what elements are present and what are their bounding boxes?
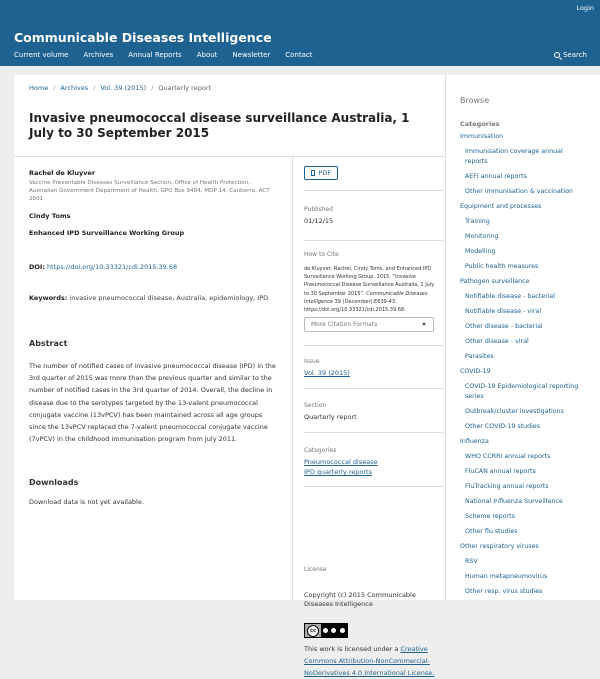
keywords <box>29 294 268 302</box>
downloads-heading: Downloads <box>29 478 79 487</box>
cc-license-badge[interactable] <box>304 623 348 638</box>
by-icon <box>323 628 328 633</box>
sidebar-subcategory[interactable]: Monitoring <box>465 233 499 240</box>
search-link[interactable] <box>554 51 587 59</box>
abstract-line: since the 13vPCV replaced the 7-valent pneumococcal conjugate vaccine <box>29 423 268 432</box>
sidebar-subcategory[interactable]: Notifiable disease - bacterial <box>465 293 556 300</box>
nav-current-volume[interactable]: Current volume <box>14 51 69 59</box>
divider <box>304 190 444 191</box>
sidebar-subcategory[interactable]: Other immunisation & vaccination <box>465 188 573 195</box>
abstract-line: conjugate vaccine (13vPCV) has been maintained across all age groups <box>29 410 263 419</box>
citation-line: to 30 September 2015”. Communicable Diseases <box>304 290 428 297</box>
site-title[interactable]: Communicable Diseases Intelligence <box>14 30 272 45</box>
abstract-line: number of notified cases in the 3rd quarter of 2014. Overall, the decline in <box>29 386 273 395</box>
author-name: Rachel de Kluyver <box>29 169 96 177</box>
chevron-down-icon <box>422 323 426 326</box>
doi-link[interactable]: https://doi.org/10.33321/cdi.2015.39.68 <box>47 263 178 271</box>
primary-nav <box>14 51 328 59</box>
keywords-label: Keywords: <box>29 294 68 302</box>
sidebar-subcategory[interactable]: series <box>465 393 484 400</box>
doi-label: DOI: <box>29 263 45 271</box>
citation-line: de Kluyver, Rachel, Cindy Toms, and Enhanced IPD <box>304 266 432 272</box>
category-link[interactable]: IPD quarterly reports <box>304 468 372 476</box>
copyright-text <box>304 591 436 610</box>
breadcrumb-current: Quarterly report <box>158 84 212 92</box>
sidebar-subcategory[interactable]: Other flu studies <box>465 528 518 535</box>
license-text: This work is licensed under a <box>304 645 399 653</box>
cite-label: How to Cite <box>304 251 339 258</box>
citation-formats-label: More Citation Formats <box>311 321 378 328</box>
creative-commons-icon: cc <box>307 625 319 637</box>
categories-heading: Categories <box>460 120 500 128</box>
nav-archives[interactable]: Archives <box>83 51 114 59</box>
login-link[interactable]: Login <box>576 4 594 12</box>
sidebar-category[interactable]: Pathogen surveillance <box>460 278 530 285</box>
sidebar-subcategory[interactable]: Human metapneumovirus <box>465 573 548 580</box>
sidebar-category[interactable]: Influenza <box>460 438 489 445</box>
breadcrumb <box>29 84 211 92</box>
browse-heading: Browse <box>460 96 490 105</box>
sidebar-subcategory[interactable]: COVID-19 Epidemiological reporting <box>465 383 579 390</box>
author-name: Enhanced IPD Surveillance Working Group <box>29 228 185 237</box>
sidebar-subcategory[interactable]: Other disease - bacterial <box>465 323 543 330</box>
license-link[interactable]: NoDerivatives 4.0 International License. <box>304 669 435 677</box>
sidebar-category[interactable]: Other respiratory viruses <box>460 543 539 550</box>
search-label: Search <box>562 51 587 59</box>
nc-icon <box>331 628 336 633</box>
abstract-text <box>29 360 281 445</box>
pdf-label: PDF <box>318 169 332 177</box>
issue-label: Issue <box>304 358 320 365</box>
file-icon <box>311 170 316 176</box>
author-name: Cindy Toms <box>29 211 71 220</box>
citation-line: Pneumococcal Disease Surveillance Australia, 1 July <box>304 282 435 289</box>
citation-formats-dropdown[interactable] <box>304 317 434 332</box>
sidebar-subcategory[interactable]: Other disease - viral <box>465 338 529 345</box>
sidebar-subcategory[interactable]: FluCAN annual reports <box>465 468 536 475</box>
breadcrumb-separator: / <box>93 84 96 92</box>
license-link[interactable]: Commons Attribution-NonCommercial- <box>304 657 430 665</box>
category-list <box>460 133 595 597</box>
citation-line: Intelligence 39 (December):E639-43. <box>304 298 397 305</box>
divider <box>304 432 444 433</box>
categories-label: Categories <box>304 447 337 454</box>
category-link[interactable]: Pneumococcal disease <box>304 458 378 466</box>
sidebar-subcategory[interactable]: Public health measures <box>465 263 539 270</box>
divider <box>304 240 444 241</box>
sidebar-subcategory[interactable]: National Influenza Surveillance <box>465 498 563 505</box>
breadcrumb-home[interactable]: Home <box>29 84 49 92</box>
sidebar-subcategory[interactable]: WHO CCRRI annual reports <box>465 453 551 460</box>
divider <box>304 345 444 346</box>
sidebar <box>445 75 600 600</box>
license-statement <box>304 643 444 679</box>
copyright-line: Diseases Intelligence <box>304 600 373 609</box>
breadcrumb-separator: / <box>53 84 56 92</box>
published-label: Published <box>304 206 333 213</box>
divider <box>292 156 293 600</box>
divider <box>304 486 444 487</box>
sidebar-subcategory[interactable]: Other COVID-19 studies <box>465 423 541 430</box>
breadcrumb-separator: / <box>151 84 154 92</box>
breadcrumb-volume[interactable]: Vol. 39 (2015) <box>100 84 147 92</box>
sidebar-subcategory[interactable]: Notifiable disease - viral <box>465 308 542 315</box>
abstract-line: 3rd quarter of 2015 was more than the previous quarter and similar to the <box>29 374 272 383</box>
page-title: Invasive pneumococcal disease surveillance Australia, 1 July to 30 September 2015 <box>29 111 410 140</box>
sidebar-subcategory[interactable]: FluTracking annual reports <box>465 483 549 490</box>
abstract-line: (7vPCV) in the childhood immunisation program from July 2011. <box>29 435 238 444</box>
sidebar-subcategory[interactable]: Immunisation coverage annual <box>465 148 563 155</box>
nav-newsletter[interactable]: Newsletter <box>232 51 271 59</box>
sidebar-category[interactable]: COVID-19 <box>460 368 491 375</box>
nav-about[interactable]: About <box>196 51 218 59</box>
author-affiliation: Vaccine Preventable Diseases Surveillance Section, Office of Health Protection, Australian Government Department of Health, GPO Box 9484, MDP 14, Canberra, ACT 2601 <box>29 180 270 203</box>
abstract-line: disease due to the serotypes targeted by the 13-valent pneumococcal <box>29 398 258 407</box>
divider <box>14 156 445 157</box>
nav-annual-reports[interactable]: Annual Reports <box>128 51 182 59</box>
sidebar-category[interactable]: Equipment and processes <box>460 203 542 210</box>
sidebar-subcategory[interactable]: Scheme reports <box>465 513 515 520</box>
sidebar-subcategory[interactable]: reports <box>465 158 488 165</box>
license-link[interactable]: Creative <box>400 645 428 653</box>
site-header <box>0 0 600 66</box>
sidebar-subcategory[interactable]: RSV <box>465 558 478 565</box>
sidebar-subcategory[interactable]: Modelling <box>465 248 496 255</box>
published-date: 01/12/15 <box>304 217 334 225</box>
sidebar-subcategory[interactable]: Training <box>465 218 490 225</box>
abstract-line: The number of notified cases of invasive pneumococcal disease (IPD) in the <box>29 362 276 370</box>
sidebar-category[interactable]: Immunisation <box>460 133 504 140</box>
citation-line: https://doi.org/10.33321/cdi.2015.39.68. <box>304 307 406 314</box>
search-icon <box>554 52 560 58</box>
sidebar-subcategory[interactable]: Other resp. virus studies <box>465 588 543 595</box>
article-panel <box>14 75 445 677</box>
section-value: Quarterly report <box>304 413 357 421</box>
citation-line: Surveillance Working Group. 2015. “Invasive <box>304 274 416 281</box>
doi <box>29 263 177 271</box>
author-list <box>29 169 279 237</box>
citation-text <box>304 265 436 314</box>
pdf-button[interactable] <box>304 166 338 180</box>
downloads-text: Download data is not yet available. <box>29 498 144 506</box>
divider <box>304 388 444 389</box>
nav-contact[interactable]: Contact <box>285 51 313 59</box>
sidebar-subcategory[interactable]: Parasites <box>465 353 494 360</box>
nd-icon <box>340 628 345 633</box>
section-label: Section <box>304 402 327 409</box>
breadcrumb-archives[interactable]: Archives <box>60 84 89 92</box>
copyright-line: Copyright (c) 2015 Communicable <box>304 591 416 599</box>
abstract-heading: Abstract <box>29 339 68 348</box>
sidebar-subcategory[interactable]: AEFI annual reports <box>465 173 527 180</box>
license-label: License <box>304 566 327 573</box>
issue-link[interactable]: Vol. 39 (2015) <box>304 369 350 377</box>
sidebar-subcategory[interactable]: Outbreak/cluster investigations <box>465 408 564 415</box>
keywords-value: invasive pneumococcal disease, Australia, epidemiology, IPD <box>69 294 269 302</box>
